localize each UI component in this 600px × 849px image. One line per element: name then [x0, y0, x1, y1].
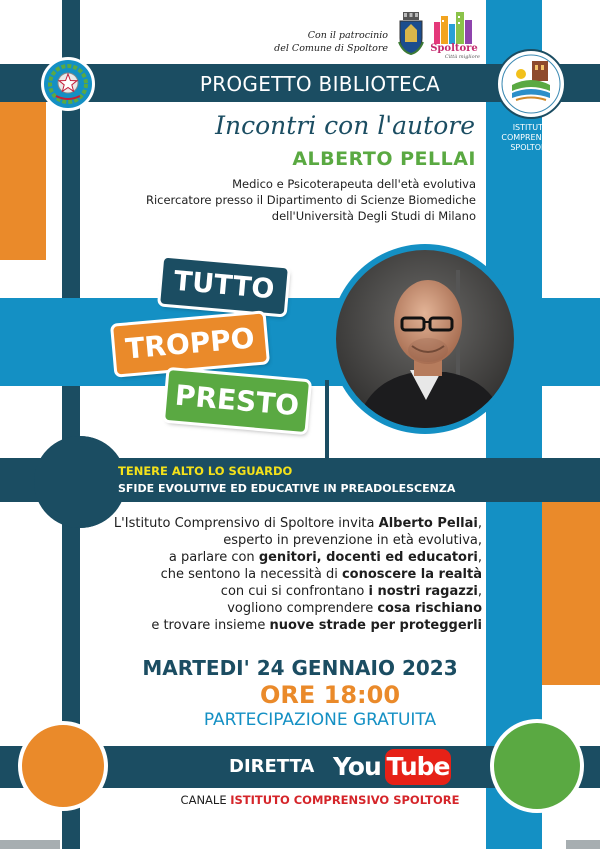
body-line-3-post: ,: [477, 550, 482, 565]
channel-name: ISTITUTO COMPRENSIVO SPOLTORE: [230, 793, 460, 807]
project-title: PROGETTO BIBLIOTECA: [199, 72, 441, 96]
body-line-3-text: a parlare con: [168, 550, 259, 565]
navy-circle-left-overlay: [34, 436, 126, 528]
body-line-2: [223, 533, 482, 548]
patronage-line1: Con il patrocinio: [307, 30, 388, 41]
body-line-2-text: esperto in prevenzione in età evolutiva,: [223, 533, 482, 548]
body-line-1-text: L'Istituto Comprensivo di Spoltore invita: [113, 516, 379, 531]
body-line-6: [227, 601, 482, 616]
school-logo-text: [486, 123, 576, 153]
banner-line1: TENERE ALTO LO SGUARDO: [118, 464, 293, 478]
school-logo-line3: SPOLTORE: [510, 143, 552, 152]
bottom-right-gray-bar: [566, 840, 600, 849]
body-line-5: [221, 584, 482, 599]
body-line-1-post: ,: [477, 516, 482, 531]
body-line-4-text: che sentono la necessità di: [160, 567, 342, 582]
spoltore-logo-sub: Città migliore: [444, 54, 480, 60]
patronage-line2: del Comune di Spoltore: [274, 43, 388, 54]
right-orange-block: [542, 500, 600, 685]
author-portrait-photo: [330, 244, 520, 434]
body-line-5-text: con cui si confrontano: [220, 584, 369, 599]
live-label: DIRETTA: [229, 756, 315, 777]
body-line-4-bold: conoscere la realtà: [341, 567, 482, 582]
left-orange-block: [0, 98, 46, 260]
orange-circle-bottom-left: [18, 721, 108, 811]
school-logo-line2: COMPRENSIVO: [501, 133, 561, 142]
channel-prefix: CANALE: [180, 793, 231, 807]
body-line-6-bold: cosa rischiano: [377, 601, 482, 616]
body-line-3: [169, 550, 482, 565]
body-line-5-post: ,: [477, 584, 482, 599]
body-line-7-bold: nuove strade per proteggerli: [269, 618, 482, 633]
banner-line2: SFIDE EVOLUTIVE ED EDUCATIVE IN PREADOLESCENZA: [118, 482, 456, 495]
sign-tutto: TUTTO: [160, 258, 288, 315]
body-line-5-bold: i nostri ragazzi: [368, 584, 478, 599]
body-line-1-bold: Alberto Pellai: [378, 516, 478, 531]
youtube-logo-icon: [333, 747, 453, 787]
spoltore-logo-text: Spoltore: [430, 43, 478, 54]
body-line-1: [114, 516, 482, 531]
patronage-text: [230, 29, 388, 55]
sign-troppo: TROPPO: [113, 314, 267, 375]
sign-presto: PRESTO: [165, 370, 309, 432]
event-time: ORE 18:00: [259, 681, 401, 709]
body-line-7: [151, 618, 482, 633]
youtube-you: You: [333, 752, 381, 781]
desc-line3: dell'Università Degli Studi di Milano: [271, 209, 476, 223]
thin-vertical-line: [325, 380, 329, 460]
script-subtitle: Incontri con l'autore: [215, 111, 475, 140]
comune-crest-icon: [397, 12, 425, 56]
author-description: [100, 176, 476, 224]
event-date: MARTEDI' 24 GENNAIO 2023: [142, 656, 458, 680]
spoltore-city-logo-icon: [428, 12, 480, 60]
bottom-left-gray-bar: [0, 840, 60, 849]
youtube-tube: Tube: [386, 752, 450, 781]
desc-line1: Medico e Psicoterapeuta dell'età evolutiva: [232, 177, 476, 191]
school-logo-icon: [496, 49, 566, 119]
author-name: ALBERTO PELLAI: [292, 148, 476, 170]
body-line-6-text: vogliono comprendere: [227, 601, 378, 616]
body-line-4: [161, 567, 482, 582]
school-logo-line1: ISTITUTO: [512, 123, 550, 132]
channel-line: [120, 792, 520, 808]
body-line-7-text: e trovare insieme: [151, 618, 270, 633]
event-free: PARTECIPAZIONE GRATUITA: [203, 710, 437, 730]
italian-republic-emblem-icon: [41, 57, 95, 111]
desc-line2: Ricercatore presso il Dipartimento di Scienze Biomediche: [145, 193, 476, 207]
body-line-3-bold: genitori, docenti ed educatori: [258, 550, 478, 565]
